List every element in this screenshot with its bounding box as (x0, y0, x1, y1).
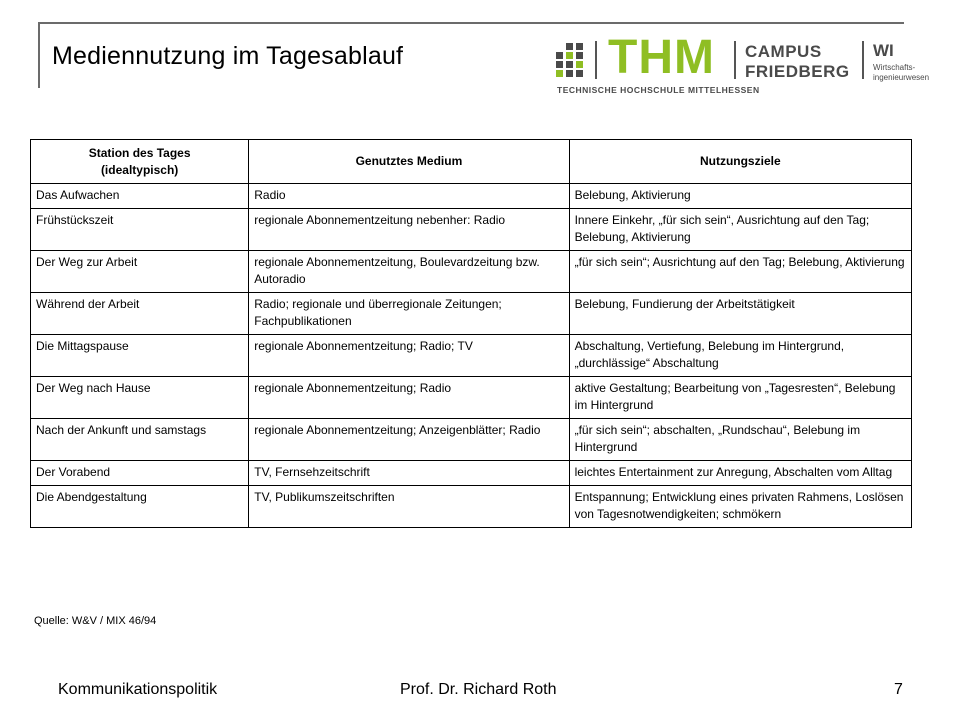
cell-station: Nach der Ankunft und samstags (31, 419, 249, 461)
department-name-line-1: Wirtschafts- (873, 63, 916, 72)
header-ziele: Nutzungsziele (569, 140, 911, 184)
footer-course: Kommunikationspolitik (58, 681, 218, 698)
table-row (31, 461, 912, 486)
table-header-row (31, 140, 912, 184)
source-note: Quelle: W&V / MIX 46/94 (34, 615, 157, 627)
thm-wordmark: THM (608, 31, 715, 84)
cell-station: Frühstückszeit (31, 209, 249, 251)
cell-ziele: aktive Gestaltung; Bearbeitung von „Tagesresten“, Belebung im Hintergrund (569, 377, 911, 419)
cell-ziele: „für sich sein“; Ausrichtung auf den Tag; Belebung, Aktivierung (569, 251, 911, 293)
cell-station: Der Weg zur Arbeit (31, 251, 249, 293)
department-name-line-2: ingenieurwesen (873, 73, 930, 82)
campus-line-1: CAMPUS (745, 42, 822, 61)
slide-title: Mediennutzung im Tagesablauf (52, 42, 404, 70)
cell-station: Die Mittagspause (31, 335, 249, 377)
thm-subtitle: TECHNISCHE HOCHSCHULE MITTELHESSEN (557, 85, 760, 95)
thm-dot-grid-icon (556, 43, 583, 78)
logo-separator (734, 41, 736, 79)
logo-separator (862, 41, 864, 79)
cell-medium: TV, Publikumszeitschriften (249, 486, 569, 528)
cell-station: Die Abendgestaltung (31, 486, 249, 528)
header-station (31, 140, 249, 184)
table-row (31, 209, 912, 251)
table-row (31, 293, 912, 335)
department-abbrev: WI (873, 41, 894, 60)
table-row (31, 486, 912, 528)
header-medium: Genutztes Medium (249, 140, 569, 184)
title-frame-left-line (38, 22, 40, 88)
campus-name (745, 42, 850, 82)
cell-medium: Radio (249, 184, 569, 209)
header-station-line-1: Station des Tages (88, 145, 191, 160)
cell-ziele: Entspannung; Entwicklung eines privaten Rahmens, Loslösen von Tagesnotwendigkeiten; schmökern (569, 486, 911, 528)
cell-ziele: Belebung, Aktivierung (569, 184, 911, 209)
cell-ziele: Innere Einkehr, „für sich sein“, Ausrichtung auf den Tag; Belebung, Aktivierung (569, 209, 911, 251)
cell-station: Der Vorabend (31, 461, 249, 486)
table-row (31, 419, 912, 461)
cell-ziele: „für sich sein“; abschalten, „Rundschau“, Belebung im Hintergrund (569, 419, 911, 461)
footer-page-number: 7 (894, 681, 903, 698)
table-row (31, 335, 912, 377)
cell-medium: regionale Abonnementzeitung; Radio; TV (249, 335, 569, 377)
cell-medium: regionale Abonnementzeitung; Radio (249, 377, 569, 419)
logo-separator (595, 41, 597, 79)
cell-ziele: leichtes Entertainment zur Anregung, Abschalten vom Alltag (569, 461, 911, 486)
title-frame-top-line (38, 22, 904, 24)
table-row (31, 184, 912, 209)
department-name (873, 63, 929, 83)
cell-station: Das Aufwachen (31, 184, 249, 209)
cell-medium: TV, Fernsehzeitschrift (249, 461, 569, 486)
cell-ziele: Abschaltung, Vertiefung, Belebung im Hintergrund, „durchlässige“ Abschaltung (569, 335, 911, 377)
footer-author: Prof. Dr. Richard Roth (400, 681, 557, 698)
table-row (31, 377, 912, 419)
campus-line-2: FRIEDBERG (745, 62, 850, 81)
cell-station: Der Weg nach Hause (31, 377, 249, 419)
cell-ziele: Belebung, Fundierung der Arbeitstätigkeit (569, 293, 911, 335)
cell-medium: regionale Abonnementzeitung nebenher: Radio (249, 209, 569, 251)
cell-medium: regionale Abonnementzeitung, Boulevardzeitung bzw. Autoradio (249, 251, 569, 293)
cell-station: Während der Arbeit (31, 293, 249, 335)
thm-logo (556, 31, 946, 99)
cell-medium: regionale Abonnementzeitung; Anzeigenblätter; Radio (249, 419, 569, 461)
header-station-line-2: (idealtypisch) (100, 162, 179, 177)
table-row (31, 251, 912, 293)
cell-medium: Radio; regionale und überregionale Zeitungen; Fachpublikationen (249, 293, 569, 335)
media-usage-table (30, 139, 912, 528)
